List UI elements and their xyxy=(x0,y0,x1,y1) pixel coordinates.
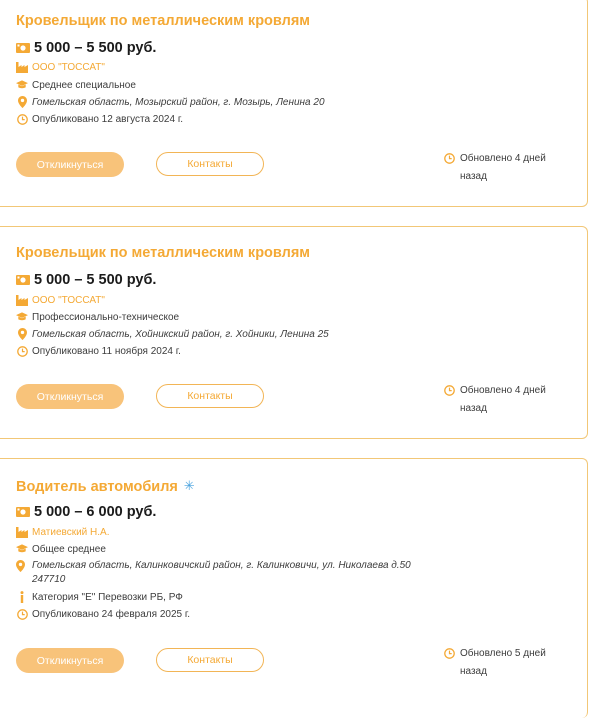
clock-icon xyxy=(444,385,456,397)
salary-row xyxy=(16,272,156,288)
location-row xyxy=(16,96,325,108)
vacancy-title[interactable]: Кровельщик по металлическим кровлям xyxy=(16,245,311,261)
company-row[interactable] xyxy=(16,61,105,73)
clock-icon xyxy=(444,648,456,660)
factory-icon xyxy=(16,294,28,306)
salary: 5 000 – 6 000 руб. xyxy=(34,504,157,520)
map-pin-icon xyxy=(16,96,28,108)
clock-icon xyxy=(16,608,28,620)
education-row xyxy=(16,543,106,555)
snowflake-icon: ✳ xyxy=(183,478,195,493)
education-text: Общее среднее xyxy=(32,543,106,555)
published-row xyxy=(16,608,190,620)
updated-text-ago: назад xyxy=(460,171,487,182)
vacancy-title[interactable]: Кровельщик по металлическим кровлям xyxy=(16,13,311,29)
respond-button[interactable]: Откликнуться xyxy=(16,648,124,673)
location-line: Гомельская область, Калинковичский район, г. Калинковичи, ул. Николаева д.50 xyxy=(32,560,411,571)
location-text xyxy=(32,559,411,587)
vacancy-title-text[interactable]: Водитель автомобиля xyxy=(16,479,178,495)
note-row xyxy=(16,591,183,603)
updated-text: Обновлено 5 дней xyxy=(460,648,546,659)
vacancy-title[interactable] xyxy=(16,478,195,495)
respond-button[interactable]: Откликнуться xyxy=(16,152,124,177)
education-text: Профессионально-техническое xyxy=(32,311,180,323)
clock-icon xyxy=(444,153,456,165)
contacts-button[interactable]: Контакты xyxy=(156,384,264,408)
published-row xyxy=(16,113,183,125)
education-row xyxy=(16,79,136,91)
updated-text: Обновлено 4 дней xyxy=(460,385,546,396)
contacts-button[interactable]: Контакты xyxy=(156,152,264,176)
respond-button[interactable]: Откликнуться xyxy=(16,384,124,409)
note-text: Категория "Е" Перевозки РБ, РФ xyxy=(32,591,183,603)
updated-text-ago: назад xyxy=(460,403,487,414)
updated-text-ago: назад xyxy=(460,666,487,677)
clock-icon xyxy=(16,113,28,125)
updated-info xyxy=(444,645,574,681)
salary-row xyxy=(16,40,156,56)
updated-text: Обновлено 4 дней xyxy=(460,153,546,164)
location-row xyxy=(16,559,411,587)
published-text: Опубликовано 12 августа 2024 г. xyxy=(32,113,184,125)
location-row xyxy=(16,328,329,340)
factory-icon xyxy=(16,61,28,73)
education-row xyxy=(16,311,179,323)
graduation-cap-icon xyxy=(16,311,28,323)
banknote-icon xyxy=(16,275,30,285)
location-text: Гомельская область, Мозырский район, г. Мозырь, Ленина 20 xyxy=(32,96,325,108)
salary-row xyxy=(16,504,156,520)
contacts-button[interactable]: Контакты xyxy=(156,648,264,672)
company-row[interactable] xyxy=(16,294,105,306)
published-text: Опубликовано 24 февраля 2025 г. xyxy=(32,608,191,620)
published-row xyxy=(16,345,181,357)
map-pin-icon xyxy=(16,328,28,340)
clock-icon xyxy=(16,345,28,357)
published-text: Опубликовано 11 ноября 2024 г. xyxy=(32,345,181,357)
factory-icon xyxy=(16,526,28,538)
banknote-icon xyxy=(16,43,30,53)
salary: 5 000 – 5 500 руб. xyxy=(34,272,157,288)
location-postcode: 247710 xyxy=(32,574,66,585)
company-name[interactable]: ООО "ТОССАТ" xyxy=(32,61,105,73)
updated-info xyxy=(444,382,574,418)
company-row[interactable] xyxy=(16,526,110,538)
graduation-cap-icon xyxy=(16,543,28,555)
salary: 5 000 – 5 500 руб. xyxy=(34,40,157,56)
banknote-icon xyxy=(16,507,30,517)
company-name[interactable]: ООО "ТОССАТ" xyxy=(32,294,105,306)
location-text: Гомельская область, Хойникский район, г. Хойники, Ленина 25 xyxy=(32,328,329,340)
map-pin-icon xyxy=(16,560,28,572)
graduation-cap-icon xyxy=(16,79,28,91)
education-text: Среднее специальное xyxy=(32,79,136,91)
company-name[interactable]: Матиевский Н.А. xyxy=(32,526,110,538)
updated-info xyxy=(444,150,574,186)
info-icon xyxy=(16,591,28,603)
